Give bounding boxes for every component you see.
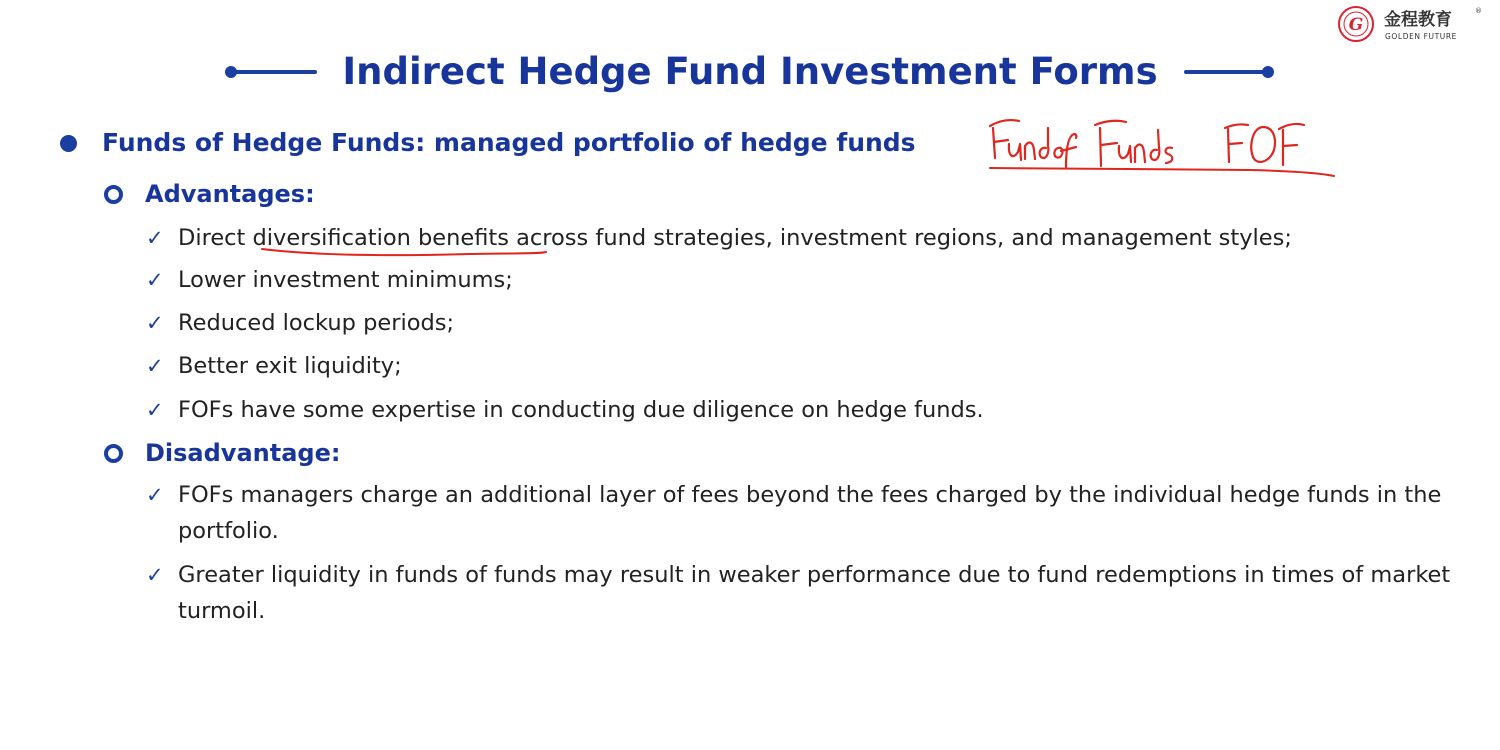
advantages-heading-text: Advantages: <box>145 180 315 208</box>
list-item <box>146 477 1456 549</box>
disadvantage-item-text: FOFs managers charge an additional layer of fees beyond the fees charged by the individual hedge funds in the portfolio. <box>178 482 1442 544</box>
ring-bullet-icon <box>104 444 123 463</box>
advantage-item-text: Lower investment minimums; <box>178 267 513 293</box>
brand-logo <box>1336 4 1486 44</box>
list-item <box>146 392 1456 428</box>
list-item <box>146 262 1456 298</box>
advantage-item-text: Better exit liquidity; <box>178 353 402 379</box>
advantage-item-text: FOFs have some expertise in conducting due diligence on hedge funds. <box>178 397 984 423</box>
advantage-item-text: Reduced lockup periods; <box>178 310 455 336</box>
page-title: Indirect Hedge Fund Investment Forms <box>342 50 1158 93</box>
handwriting-underline <box>990 168 1334 176</box>
ring-bullet-icon <box>104 185 123 204</box>
title-right-rule <box>1184 70 1270 74</box>
main-bullet <box>60 124 916 162</box>
main-bullet-text: Funds of Hedge Funds: managed portfolio of hedge funds <box>102 128 916 157</box>
checkmark-icon: ✓ <box>146 311 164 335</box>
title-row <box>0 48 1500 96</box>
title-right-dot <box>1262 66 1274 78</box>
checkmark-icon: ✓ <box>146 354 164 378</box>
handwriting-fund-of-funds <box>990 120 1172 167</box>
handwriting-fof <box>1225 124 1304 165</box>
svg-text:G: G <box>1348 15 1364 35</box>
disadvantage-heading-text: Disadvantage: <box>145 439 341 467</box>
advantages-heading <box>104 176 315 212</box>
svg-text:®: ® <box>1475 7 1482 15</box>
list-item <box>146 557 1456 629</box>
disadvantage-heading <box>104 435 340 471</box>
list-item <box>146 220 1456 256</box>
list-item <box>146 305 1456 341</box>
logo-english-name: GOLDEN FUTURE <box>1385 32 1458 41</box>
checkmark-icon: ✓ <box>146 398 164 422</box>
logo-chinese-name: 金程教育 <box>1384 10 1452 30</box>
advantage-item-text: Direct diversification benefits across fund strategies, investment regions, and management styles; <box>178 225 1292 251</box>
checkmark-icon: ✓ <box>146 226 164 250</box>
checkmark-icon: ✓ <box>146 483 164 507</box>
disadvantage-item-text: Greater liquidity in funds of funds may result in weaker performance due to fund redemptions in times of market turmoil. <box>178 562 1451 624</box>
bullet-dot-icon <box>60 135 77 152</box>
checkmark-icon: ✓ <box>146 563 164 587</box>
checkmark-icon: ✓ <box>146 268 164 292</box>
list-item <box>146 348 1456 384</box>
